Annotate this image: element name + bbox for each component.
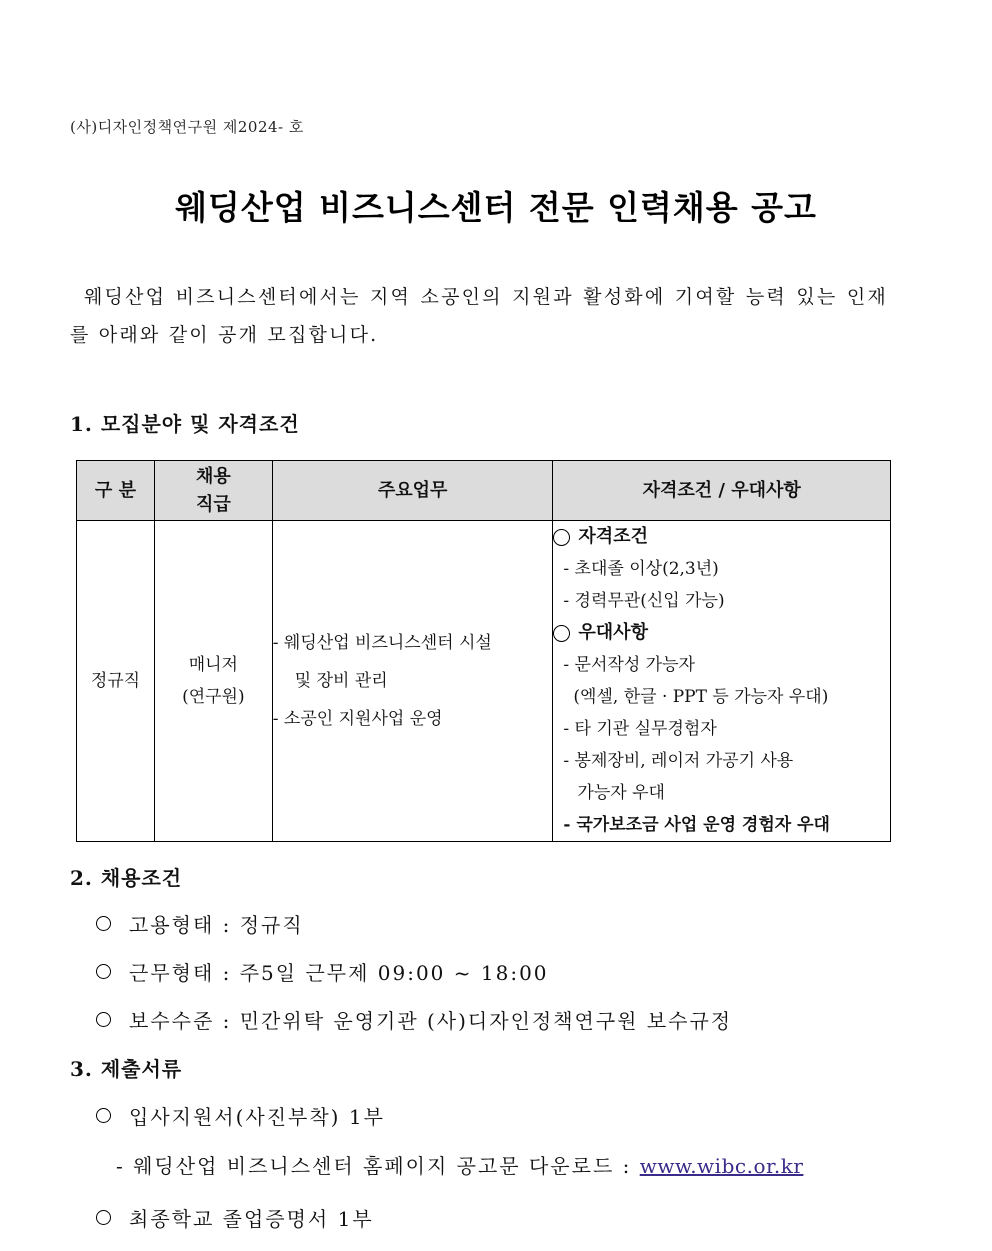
download-text: - 웨딩산업 비즈니스센터 홈페이지 공고문 다운로드 : (116, 1154, 640, 1178)
document-item (96, 1203, 374, 1232)
circle-bullet-icon (96, 1108, 111, 1123)
qualification-item: - 경력무관(신입 가능) (563, 591, 725, 611)
condition-text: 고용형태 : 정규직 (129, 913, 304, 937)
qualification-heading-label: 자격조건 (578, 526, 648, 547)
preference-item: - 국가보조금 사업 운영 경험자 우대 (563, 815, 830, 835)
circle-bullet-icon (96, 964, 111, 979)
section1-heading: 1. 모집분야 및 자격조건 (70, 412, 300, 436)
rank-subtitle: (연구원) (182, 687, 245, 707)
header-rank-label: 채용 직급 (195, 465, 231, 515)
preference-heading-label: 우대사항 (578, 622, 648, 643)
header-qualifications: 자격조건 / 우대사항 (553, 461, 891, 521)
document-text: 최종학교 졸업증명서 1부 (129, 1207, 374, 1231)
rank-title: 매니저 (188, 655, 238, 675)
header-rank (154, 461, 272, 521)
preference-item: - 타 기관 실무경험자 (563, 719, 717, 739)
table-header-row (77, 461, 891, 521)
preference-heading (553, 617, 890, 649)
table-row (77, 521, 891, 842)
duty-item: 및 장비 관리 (294, 671, 388, 691)
employment-condition-item (96, 957, 549, 986)
circle-bullet-icon (96, 1210, 111, 1225)
document-number: (사)디자인정책연구원 제2024- 호 (70, 118, 304, 136)
cell-category: 정규직 (77, 521, 155, 842)
page-title: 웨딩산업 비즈니스센터 전문 인력채용 공고 (175, 188, 817, 227)
document-text: 입사지원서(사진부착) 1부 (129, 1105, 385, 1129)
header-category: 구 분 (77, 461, 155, 521)
recruitment-table (76, 460, 891, 842)
qualification-item: - 초대졸 이상(2,3년) (563, 559, 719, 579)
employment-condition-item (96, 1005, 732, 1034)
preference-item: (엑셀, 한글 · PPT 등 가능자 우대) (573, 687, 829, 707)
circle-bullet-icon (553, 625, 570, 642)
document-item (96, 1101, 385, 1130)
cell-duties (272, 521, 553, 842)
circle-bullet-icon (553, 529, 570, 546)
intro-paragraph: 웨딩산업 비즈니스센터에서는 지역 소공인의 지원과 활성화에 기여할 능력 있는 인재를 아래와 같이 공개 모집합니다. (70, 286, 888, 346)
qualification-heading (553, 521, 890, 553)
condition-text: 보수수준 : 민간위탁 운영기관 (사)디자인정책연구원 보수규정 (129, 1009, 733, 1033)
duty-item: - 소공인 지원사업 운영 (272, 709, 443, 729)
preference-item: - 문서작성 가능자 (563, 655, 695, 675)
section3-heading: 3. 제출서류 (70, 1057, 183, 1081)
preference-item: 가능자 우대 (577, 783, 665, 803)
preference-item: - 봉제장비, 레이저 가공기 사용 (563, 751, 794, 771)
header-duties: 주요업무 (272, 461, 553, 521)
condition-text: 근무형태 : 주5일 근무제 09:00 ~ 18:00 (129, 961, 549, 985)
cell-rank (154, 521, 272, 842)
circle-bullet-icon (96, 916, 111, 931)
download-note (116, 1150, 803, 1179)
homepage-link[interactable]: www.wibc.or.kr (639, 1154, 804, 1178)
cell-qualifications (553, 521, 891, 842)
duty-item: - 웨딩산업 비즈니스센터 시설 (272, 633, 492, 653)
employment-condition-item (96, 909, 304, 938)
section2-heading: 2. 채용조건 (70, 866, 183, 890)
circle-bullet-icon (96, 1012, 111, 1027)
